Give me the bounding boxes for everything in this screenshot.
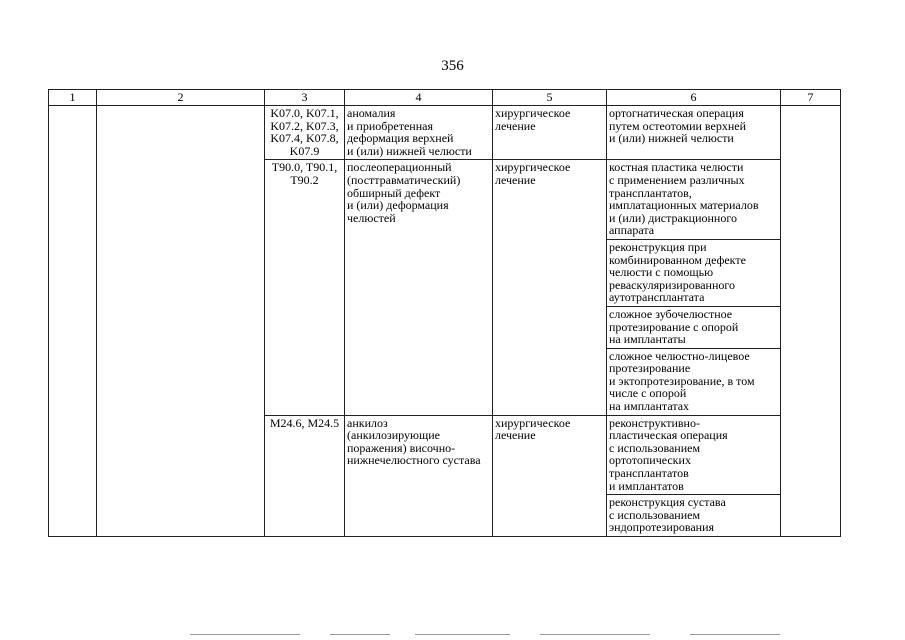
column-7-cell — [781, 106, 841, 537]
bleed-through-line — [540, 634, 650, 635]
treatment-method-cell: сложное челюстно-лицевое протезирование и эктопротезирование, в том числе с опорой на имплантатах — [607, 348, 781, 415]
header-cell-2: 2 — [97, 90, 265, 106]
icd-codes-cell: K07.0, K07.1, K07.2, K07.3, K07.4, K07.8, K07.9 — [265, 106, 345, 160]
bleed-through-line — [415, 634, 510, 635]
diagnosis-cell: послеоперационный (посттравматический) обширный дефект и (или) деформация челюстей — [345, 160, 493, 415]
table-row — [49, 106, 841, 160]
header-cell-3: 3 — [265, 90, 345, 106]
bleed-through-line — [690, 634, 780, 635]
column-1-cell — [49, 106, 97, 537]
header-cell-4: 4 — [345, 90, 493, 106]
medical-care-table — [48, 89, 841, 537]
diagnosis-cell: анкилоз (анкилозирующие поражения) височно- нижнечелюстного сустава — [345, 415, 493, 536]
treatment-method-cell: сложное зубочелюстное протезирование с опорой на имплантаты — [607, 306, 781, 348]
treatment-method-cell: реконструкция при комбинированном дефекте челюсти с помощью реваскуляризированного аутотрансплантата — [607, 239, 781, 306]
icd-codes-cell: M24.6, M24.5 — [265, 415, 345, 536]
bleed-through-line — [190, 634, 300, 635]
header-cell-7: 7 — [781, 90, 841, 106]
treatment-type-cell: хирургическое лечение — [493, 106, 607, 160]
treatment-type-cell: хирургическое лечение — [493, 160, 607, 415]
page-number: 356 — [441, 58, 464, 74]
treatment-type-cell: хирургическое лечение — [493, 415, 607, 536]
header-cell-6: 6 — [607, 90, 781, 106]
treatment-method-cell: реконструктивно- пластическая операция с использованием ортотопических трансплантатов и имплантатов — [607, 415, 781, 495]
header-cell-1: 1 — [49, 90, 97, 106]
diagnosis-cell: аномалия и приобретенная деформация верхней и (или) нижней челюсти — [345, 106, 493, 160]
column-2-cell — [97, 106, 265, 537]
icd-codes-cell: T90.0, T90.1, T90.2 — [265, 160, 345, 415]
treatment-method-cell: реконструкция сустава с использованием эндопротезирования — [607, 495, 781, 537]
header-cell-5: 5 — [493, 90, 607, 106]
bleed-through-line — [330, 634, 390, 635]
treatment-method-cell: ортогнатическая операция путем остеотомии верхней и (или) нижней челюсти — [607, 106, 781, 160]
treatment-method-cell: костная пластика челюсти с применением различных трансплантатов, имплатационных материалов и (или) дистракционного аппарата — [607, 160, 781, 240]
header-row — [49, 90, 841, 106]
